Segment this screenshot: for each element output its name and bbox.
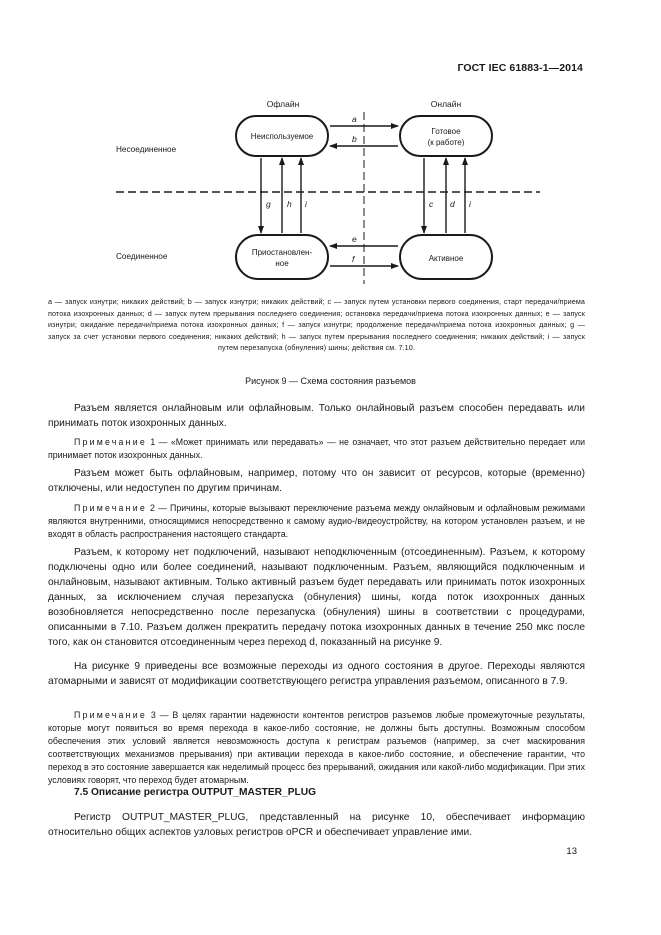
- paragraph-4: На рисунке 9 приведены все возможные переходы из одного состояния в другое. Переходы являются атомарными и зависят от модификации соответствующего регистра управления разъемом, описанного в 7.9.: [48, 661, 585, 687]
- section-title: 7.5 Описание регистра OUTPUT_MASTER_PLUG: [74, 787, 316, 798]
- column-offline: Офлайн: [266, 99, 300, 109]
- note-2-text: 2 — Причины, которые вызывают переключение разъема между онлайновым и офлайновым режимами являются внутренними, относящимися непосредственно к самому аудио-/видеоустройству, на котором установлен разъем, и не входят в область распространения настоящего стандарта.: [48, 503, 585, 539]
- transition-a-label: a: [352, 114, 357, 124]
- transition-i-label-left: i: [305, 199, 307, 209]
- transition-d-label: d: [450, 199, 455, 209]
- note-3-text: 3 — В целях гарантии надежности контентов регистров разъемов любые промежуточные результаты, которые могут появиться во время перехода в какое-либо состояние, не должны быть доступны. Возможным способом обеспечения этих условий является невозможность доступа к регистрам разъемов (например, за счет маскирования соответствующих механизмов прерывания) при активации перехода в какое-либо состояние, и обеспечение гарантии, что переход в это состояние завершается как неделимый процесс без прерываний, ожидания или какой-либо модификации. При этих условиях говорят, что переход будет атомарным.: [48, 710, 585, 785]
- state-ready: [400, 116, 492, 156]
- state-unused-label: Неиспользуемое: [250, 132, 314, 141]
- transition-e-label: e: [352, 234, 357, 244]
- note-1: [48, 436, 585, 462]
- figure-legend: a — запуск изнутри; никаких действий; b — запуск изнутри; никаких действий; c — запуск путем установки первого соединения, старт передачи/приема потока изохронных данных; d — запуск путем прерывания последнего соединения; остановка передачи/приема потока изохронных данных; e — запуск изнутри; ожидание передачи/приема потока изохронных данных; f — запуск изнутри; продолжение передачи/приема потока изохронных данных; g — запуск за счет установки первого соединения; никаких действий; h — запуск путем прерывания последнего соединения; никаких действий; i — запуск путем перезапуска (обнуления) шины; действия см. 7.10.: [48, 297, 585, 353]
- note-2: [48, 502, 585, 541]
- note-1-text: 1 — «Может принимать или передавать» — не означает, что этот разъем действительно передает или принимает поток изохронных данных.: [48, 437, 585, 460]
- row-unconnected: Несоединенное: [116, 145, 177, 154]
- page-number: 13: [566, 846, 577, 857]
- paragraph-3: Разъем, к которому нет подключений, называют неподключенным (отсоединенным). Разъем, к которому подключены одно или более соединений, называют подключенным. Разъем, являющийся подключенным и онлайновым, называют активным. Только активный разъем будет передавать или принимать поток изохронных данных, за исключением случая перезапуска (обнуления) шины, когда поток изохронных данных возобновляется непосредственно после перезапуска (обнуления) шины в соответствии с процедурами, описанными в 7.10. Разъем должен прекратить передачу потока изохронных данных в течение 250 мкс после того, как он становится отсоединенным через переход d, показанный на рисунке 9.: [48, 547, 585, 648]
- transition-b-label: b: [352, 134, 357, 144]
- transition-i-label-right: i: [469, 199, 471, 209]
- figure-caption: Рисунок 9 — Схема состояния разъемов: [245, 376, 416, 386]
- state-ready-label-2: (к работе): [427, 138, 465, 147]
- state-suspended-label-1: Приостановлен-: [251, 248, 313, 257]
- paragraph-5: Регистр OUTPUT_MASTER_PLUG, представленный на рисунке 10, обеспечивает информацию относительно общих аспектов узловых регистров oPCR и обеспечивает управление ими.: [48, 812, 585, 838]
- state-active-label: Активное: [428, 254, 464, 263]
- paragraph-2: Разъем может быть офлайновым, например, потому что он зависит от ресурсов, которые (временно) отключены, или недоступен по другим причинам.: [48, 468, 585, 494]
- note-2-label: Примечание: [74, 503, 147, 513]
- note-3: [48, 709, 585, 787]
- paragraph-1: Разъем является онлайновым или офлайновым. Только онлайновый разъем способен передавать или принимать поток изохронных данных.: [48, 403, 585, 429]
- transition-h-label: h: [287, 199, 292, 209]
- transition-g-label: g: [266, 199, 271, 209]
- transition-f-label: f: [352, 254, 355, 264]
- note-1-label: Примечание: [74, 437, 147, 447]
- transition-c-label: c: [429, 199, 434, 209]
- column-online: Онлайн: [430, 99, 462, 109]
- state-suspended-label-2: ное: [275, 259, 289, 268]
- note-3-label: Примечание: [74, 710, 147, 720]
- document-code: ГОСТ IEC 61883-1—2014: [457, 62, 583, 74]
- state-ready-label-1: Готовое: [431, 127, 461, 136]
- state-suspended: [236, 235, 328, 279]
- row-connected: Соединенное: [116, 252, 168, 261]
- state-diagram: [0, 0, 661, 300]
